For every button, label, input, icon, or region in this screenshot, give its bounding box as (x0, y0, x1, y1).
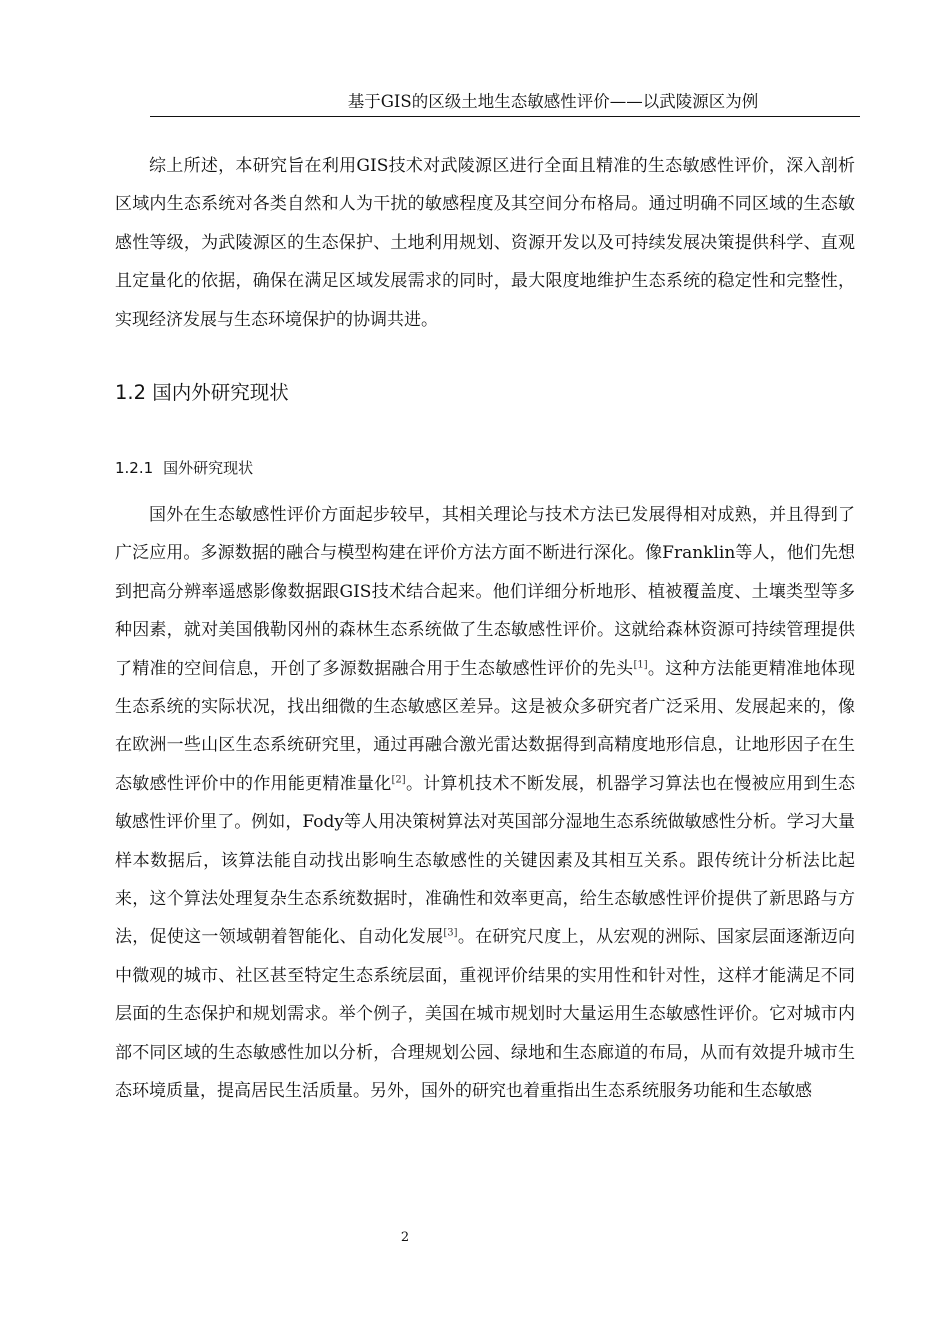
subsection-heading (115, 455, 253, 481)
subsection-number: 1.2.1 (115, 459, 154, 477)
paragraph-foreign-research (115, 496, 855, 1111)
paragraph-text-segment: 。在研究尺度上，从宏观的洲际、国家层面逐渐迈向中微观的城市、社区甚至特定生态系统层面，重视评价结果的实用性和针对性，这样才能满足不同层面的生态保护和规划需求。举个例子，美国在城市规划时大量运用生态敏感性评价。它对城市内部不同区域的生态敏感性加以分析，合理规划公园、绿地和生态廊道的布局，从而有效提升城市生态环境质量，提高居民生活质量。另外，国外的研究也着重指出生态系统服务功能和生态敏感 (115, 927, 856, 1102)
citation-3[interactable]: [3] (443, 927, 458, 939)
page-number: 2 (400, 1230, 410, 1245)
section-number: 1.2 (115, 381, 147, 404)
citation-1[interactable]: [1] (633, 658, 648, 670)
subsection-title: 国外研究现状 (163, 459, 254, 477)
citation-2[interactable]: [2] (391, 774, 406, 786)
section-title: 国内外研究现状 (152, 381, 289, 404)
section-heading (115, 378, 289, 408)
paragraph-summary: 综上所述，本研究旨在利用GIS技术对武陵源区进行全面且精准的生态敏感性评价，深入剖析区域内生态系统对各类自然和人为干扰的敏感程度及其空间分布格局。通过明确不同区域的生态敏感性等级，为武陵源区的生态保护、土地利用规划、资源开发以及可持续发展决策提供科学、直观且定量化的依据，确保在满足区域发展需求的同时，最大限度地维护生态系统的稳定性和完整性，实现经济发展与生态环境保护的协调共进。 (115, 156, 855, 330)
paragraph-text-segment: 国外在生态敏感性评价方面起步较早，其相关理论与技术方法已发展得相对成熟，并且得到了广泛应用。多源数据的融合与模型构建在评价方法方面不断进行深化。像Franklin等人，他们先想到把高分辨率遥感影像数据跟GIS技术结合起来。他们详细分析地形、植被覆盖度、土壤类型等多种因素，就对美国俄勒冈州的森林生态系统做了生态敏感性评价。这就给森林资源可持续管理提供了精准的空间信息，开创了多源数据融合用于生态敏感性评价的先头 (115, 505, 855, 679)
paragraph-text-segment: 。这种方法能更精准地体现生态系统的实际状况，找出细微的生态敏感区差异。这是被众多研究者广泛采用、发展起来的，像在欧洲一些山区生态系统研究里，通过再融合激光雷达数据得到高精度地形信息，让地形因子在生态敏感性评价中的作用能更精准量化 (115, 658, 856, 794)
running-header (150, 90, 860, 117)
paragraph-text-segment: 。计算机技术不断发展，机器学习算法也在慢被应用到生态敏感性评价里了。例如，Fody等人用决策树算法对英国部分湿地生态系统做敏感性分析。学习大量样本数据后，该算法能自动找出影响生态敏感性的关键因素及其相互关系。跟传统计分析法比起来，这个算法处理复杂生态系统数据时，准确性和效率更高，给生态敏感性评价提供了新思路与方法，促使这一领域朝着智能化、自动化发展 (115, 773, 856, 948)
running-header-title: 基于GIS的区级土地生态敏感性评价——以武陵源区为例 (347, 92, 759, 111)
